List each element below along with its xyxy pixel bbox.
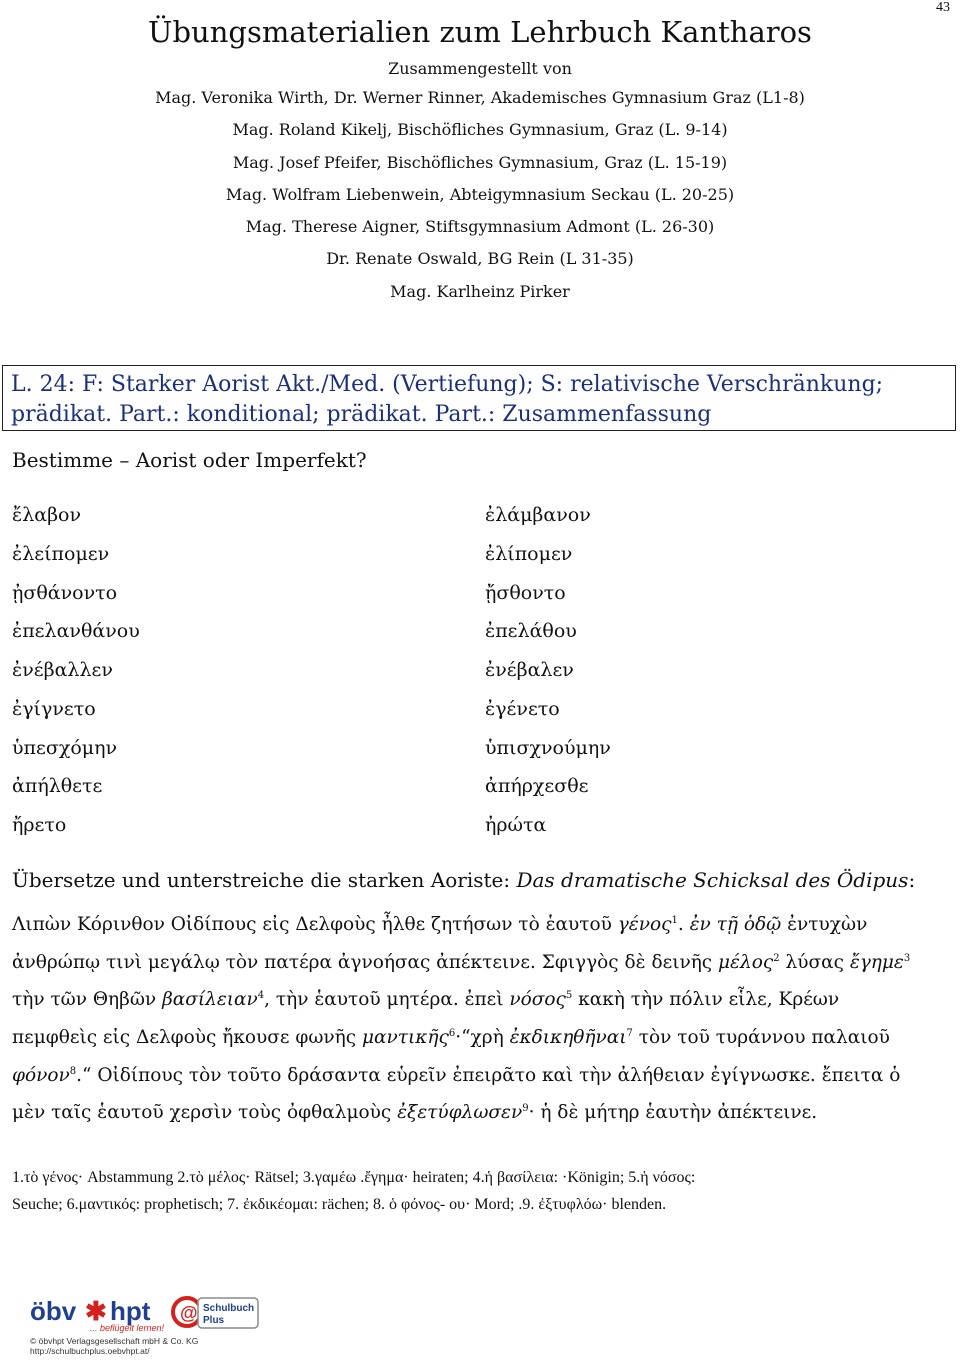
greek-passage (12, 906, 942, 1132)
greek-verb-form: ᾔσθοντο (485, 581, 566, 604)
lesson-title-line: prädikat. Part.: konditional; prädikat. Part.: Zusammenfassung (11, 402, 712, 427)
passage-text: · ἡ δὲ μήτηρ ἑαυτὴν ἀπέκτεινε. (528, 1102, 818, 1124)
passage-line (12, 981, 942, 1019)
footnote-marker: 6 (448, 1027, 456, 1039)
heading-text: Übersetze und unterstreiche die starken Aoriste: (12, 868, 517, 892)
greek-verb-form: ἐγένετο (485, 697, 560, 720)
logo-tagline: ... beflügelt lernen! (90, 1323, 165, 1333)
glossed-word: ἐν τῇ ὁδῷ (689, 914, 782, 935)
document-title: Übungsmaterialien zum Lehrbuch Kantharos (148, 15, 812, 49)
glossed-word: νόσος (509, 989, 566, 1011)
exercise-heading-aorist-imperfect: Bestimme – Aorist oder Imperfekt? (12, 448, 367, 472)
footnote-marker: 5 (565, 990, 573, 1002)
greek-verb-form: ᾐσθάνοντο (12, 581, 118, 604)
passage-text: τὸν τοῦ τυράννου παλαιοῦ (632, 1027, 890, 1049)
passage-text: κακὴ τὴν πόλιν εἷλε, Κρέων (572, 989, 840, 1011)
logo-url-line: http://schulbuchplus.oebvhpt.at/ (30, 1346, 150, 1356)
passage-text: ἀνθρώπῳ τινὶ μεγάλῳ τὸν πατέρα ἀγνοήσας ἀπέκτεινε. Σφιγγὸς δὲ δεινῆς (12, 951, 719, 973)
glossary-line: 1.τὸ γένος· Abstammung 2.τὸ μέλος· Rätsel; 3.γαμέω .ἔγημα· heiraten; 4.ἡ βασίλεια: ·Königin; 5.ἡ νόσος: (12, 1169, 696, 1186)
footnote-marker: 2 (773, 952, 780, 964)
logo-hpt-text: hpt (110, 1296, 151, 1326)
greek-verb-form: ἐνέβαλλεν (12, 659, 113, 681)
glossed-word: ἐξετύφλωσεν (397, 1102, 523, 1124)
document-header (0, 12, 960, 308)
glossed-word: ἔγημε (849, 951, 904, 973)
author-line: Dr. Renate Oswald, BG Rein (L 31-35) (326, 249, 634, 269)
glossed-word: φόνον (12, 1064, 70, 1086)
glossed-word: ἐκδικηθῆναι (509, 1027, 627, 1049)
footnote-marker: 9 (522, 1103, 529, 1115)
author-list (0, 82, 960, 308)
author-line: Mag. Veronika Wirth, Dr. Werner Rinner, Akademisches Gymnasium Graz (L1-8) (155, 88, 805, 107)
passage-line (12, 944, 942, 982)
compiled-by-label: Zusammengestellt von (388, 59, 572, 78)
passage-text: τὴν τῶν Θηβῶν (12, 989, 163, 1011)
passage-text: , τὴν ἑαυτοῦ μητέρα. ἐπεὶ (264, 989, 510, 1011)
author-line: Mag. Wolfram Liebenwein, Abteigymnasium Seckau (L. 20-25) (225, 184, 735, 204)
passage-text: πεμφθεὶς εἰς Δελφοὺς ἤκουσε φωνῆς (12, 1027, 363, 1049)
lesson-title-line: L. 24: F: Starker Aorist Akt./Med. (Vertiefung); S: relativische Verschränkung; (11, 372, 884, 397)
publisher-logo (30, 1294, 270, 1356)
passage-text: Λιπὼν Κόρινθον Οἰδίπους εἰς Δελφοὺς ἦλθε ζητήσων τὸ ἑαυτοῦ (12, 914, 618, 935)
greek-verb-form: ἐλείπομεν (12, 542, 110, 565)
glossed-word: μέλος (718, 951, 774, 973)
glossary-line: Seuche; 6.μαντικός: prophetisch; 7. ἐκδικέομαι: rächen; 8. ὁ φόνος- ου· Mord; .9. ἐξτυφλόω· blenden. (12, 1196, 667, 1213)
badge-text-line1: Schulbuch (203, 1303, 255, 1314)
word-column-right (485, 496, 611, 845)
logo-star-icon: ✱ (85, 1296, 107, 1326)
page-number: 43 (936, 0, 950, 15)
passage-text: . (677, 914, 690, 935)
greek-verb-form: ὑπισχνούμην (485, 736, 611, 759)
footnote-marker: 3 (903, 952, 911, 964)
exercise-heading-translation (12, 868, 915, 892)
author-line: Mag. Karlheinz Pirker (390, 281, 570, 301)
heading-italic-title: Das dramatische Schicksal des Ödipus (516, 868, 909, 892)
heading-colon: : (908, 868, 916, 892)
author-line: Mag. Josef Pfeifer, Bischöfliches Gymnasium, Graz (L. 15-19) (232, 152, 728, 172)
greek-verb-form: ἠρώτα (485, 814, 547, 836)
logo-publisher-line: © öbvhpt Verlagsgesellschaft mbH & Co. KG (30, 1336, 199, 1346)
passage-line (12, 906, 942, 944)
author-line: Mag. Therese Aigner, Stiftsgymnasium Admont (L. 26-30) (245, 217, 715, 237)
passage-text: μὲν ταῖς ἑαυτοῦ χερσὶν τοὺς ὀφθαλμοὺς (12, 1102, 398, 1124)
greek-verb-form: ἐνέβαλεν (485, 659, 574, 681)
svg-text:@: @ (180, 1303, 198, 1323)
greek-verb-form: ἐλίπομεν (485, 542, 573, 565)
glossed-word: βασίλειαν (162, 989, 258, 1011)
greek-verb-form: ἀπήλθετε (12, 775, 103, 798)
passage-line (12, 1057, 942, 1095)
glossary-footnotes (12, 1164, 952, 1218)
footnote-marker: 1 (671, 914, 678, 926)
passage-text: λύσας (779, 951, 850, 973)
greek-verb-form: ἔλαβον (12, 504, 82, 526)
passage-text: ἐντυχὼν (781, 914, 868, 935)
footnote-marker: 8 (69, 1065, 77, 1077)
glossed-word: μαντικῆς (362, 1027, 449, 1049)
footnote-marker: 4 (257, 990, 265, 1002)
greek-verb-form: ἐλάμβανον (485, 504, 591, 526)
footnote-marker: 7 (626, 1027, 633, 1039)
author-line: Mag. Roland Kikelj, Bischöfliches Gymnasium, Graz (L. 9-14) (232, 120, 728, 140)
badge-text-line2: Plus (203, 1315, 225, 1326)
greek-verb-form: ἀπήρχεσθε (485, 775, 589, 798)
passage-line (12, 1094, 942, 1132)
passage-text: .“ Οἰδίπους τὸν τοῦτο δράσαντα εὑρεῖν ἐπειρᾶτο καὶ τὴν ἀλήθειαν ἐγίγνωσκε. ἔπειτα ὁ (76, 1064, 901, 1086)
word-column-left (12, 496, 140, 845)
logo-obv-text: öbv (30, 1296, 77, 1326)
passage-line (12, 1019, 942, 1057)
glossed-word: γένος (617, 914, 672, 935)
passage-text: ·“χρὴ (455, 1027, 510, 1049)
greek-verb-form: ὑπεσχόμην (12, 736, 118, 759)
greek-verb-form: ἐπελανθάνου (12, 620, 140, 643)
greek-verb-form: ἐγίγνετο (12, 697, 96, 720)
greek-verb-form: ἤρετο (12, 814, 67, 836)
greek-verb-form: ἐπελάθου (485, 620, 577, 643)
lesson-title-box (2, 365, 956, 431)
